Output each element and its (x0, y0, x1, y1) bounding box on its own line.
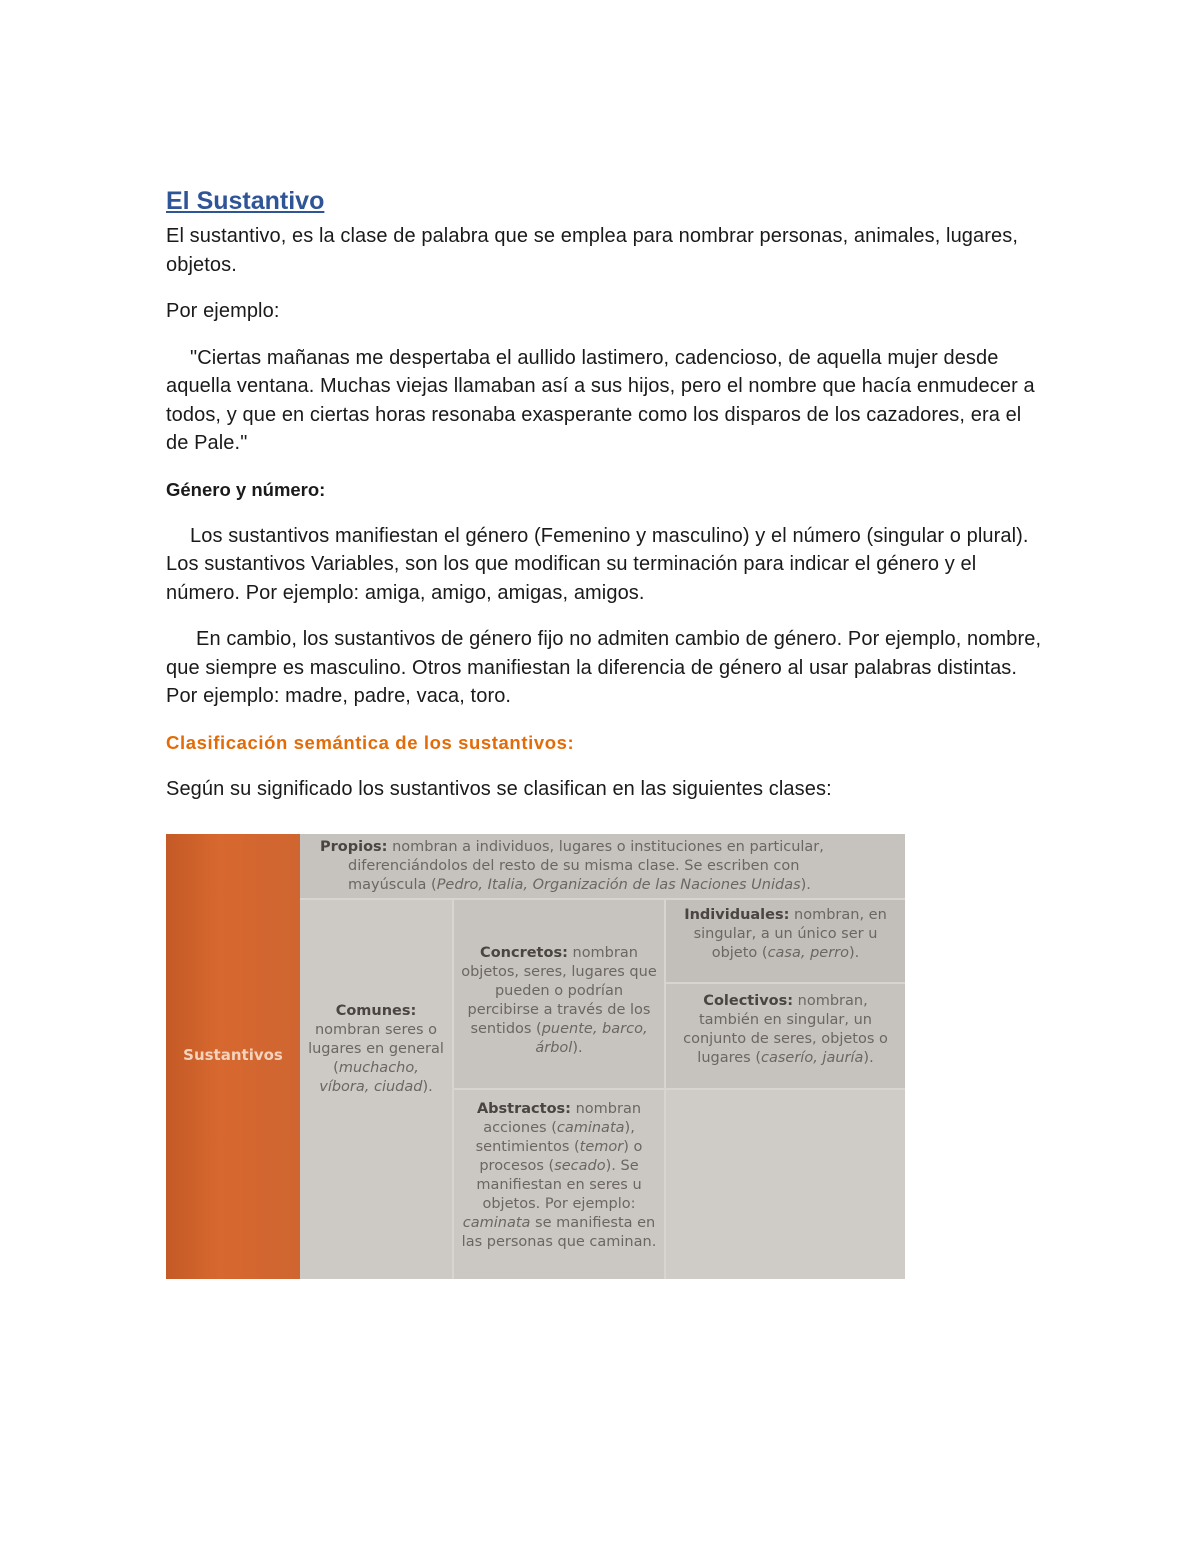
intro-paragraph: El sustantivo, es la clase de palabra que se emplea para nombrar personas, animales, lugares, objetos. (166, 225, 1018, 276)
gender-number-heading: Género y número: (166, 478, 326, 500)
abstractos-text2: ), sentimientos ( (475, 1120, 635, 1155)
abstractos-text4: ). Se manifiestan en seres u objetos. Por ejemplo: (476, 1158, 642, 1212)
document-body (166, 184, 1046, 821)
abstractos-text3: ) o procesos ( (479, 1139, 643, 1174)
concretos-examples: puente, barco, árbol (535, 1021, 648, 1056)
concretos-cell (454, 900, 666, 1090)
colectivos-text: nombran, también en singular, un conjunto de seres, objetos o lugares ( (683, 993, 888, 1066)
concretos-text: nombran objetos, seres, lugares que pueden o podrían percibirse a través de los sentidos ( (461, 945, 657, 1037)
propios-term: Propios: (320, 839, 388, 855)
empty-cell (666, 1090, 905, 1279)
abstractos-ex1: caminata (556, 1120, 625, 1136)
propios-line2: diferenciándolos del resto de su misma clase. Se escriben con (348, 858, 800, 874)
comunes-end: ). (422, 1079, 433, 1095)
classification-paragraph: Según su significado los sustantivos se clasifican en las siguientes clases: (166, 777, 832, 800)
concretos-term: Concretos: (480, 945, 568, 961)
quote-paragraph: "Ciertas mañanas me despertaba el aullido lastimero, cadencioso, de aquella mujer desde aquella ventana. Muchas viejas llamaban así a sus hijos, pero el nombre que hacía enmudecer a todos, y que en ciertas horas resonaba exasperante como los disparos de los cazadores, era el de Pale." (166, 346, 1035, 454)
abstractos-term: Abstractos: (476, 1101, 571, 1117)
propios-cell (300, 834, 905, 900)
propios-line1: nombran a individuos, lugares o instituciones en particular, (387, 839, 824, 855)
concretos-end: ). (572, 1040, 583, 1056)
abstractos-text5: se manifiesta en las personas que caminan. (461, 1215, 657, 1250)
example-label: Por ejemplo: (166, 300, 280, 322)
gender-number-paragraph-2: En cambio, los sustantivos de género fijo no admiten cambio de género. Por ejemplo, nombre, que siempre es masculino. Otros manifiestan la diferencia de género al usar palabras distintas. Por ejemplo: madre, padre, vaca, toro. (166, 628, 1042, 707)
sustantivos-label: Sustantivos (183, 1046, 283, 1064)
classification-table-photo (166, 834, 905, 1279)
page-title: El Sustantivo (166, 187, 325, 215)
colectivos-end: ). (863, 1050, 874, 1066)
propios-examples: Pedro, Italia, Organización de las Naciones Unidas (436, 877, 801, 893)
individuales-end: ). (849, 945, 860, 961)
colectivos-cell (666, 984, 905, 1090)
gender-number-paragraph-1: Los sustantivos manifiestan el género (Femenino y masculino) y el número (singular o plural). Los sustantivos Variables, son los que modifican su terminación para indicar el género y el número. Por ejemplo: amiga, amigo, amigas, amigos. (166, 524, 1029, 604)
colectivos-term: Colectivos: (703, 993, 794, 1009)
comunes-text: nombran seres o lugares en general ( (308, 1022, 444, 1076)
individuales-examples: casa, perro (767, 945, 849, 961)
individuales-text: nombran, en singular, a un único ser u objeto ( (693, 907, 887, 961)
abstractos-ex2: temor (579, 1139, 624, 1155)
propios-end: ). (800, 877, 811, 893)
comunes-examples: muchacho, víbora, ciudad (319, 1060, 423, 1095)
colectivos-examples: caserío, jauría (761, 1050, 864, 1066)
propios-line3: mayúscula ( (348, 877, 437, 893)
comunes-cell (300, 900, 454, 1279)
comunes-term: Comunes: (335, 1003, 417, 1019)
sustantivos-band (166, 834, 300, 1279)
abstractos-ex3: secado (554, 1158, 606, 1174)
individuales-cell (666, 900, 905, 984)
classification-heading: Clasificación semántica de los sustantivos: (166, 731, 575, 753)
abstractos-text1: nombran acciones ( (483, 1101, 642, 1136)
individuales-term: Individuales: (684, 907, 790, 923)
abstractos-cell (454, 1090, 666, 1279)
abstractos-ex4: caminata (462, 1215, 531, 1231)
